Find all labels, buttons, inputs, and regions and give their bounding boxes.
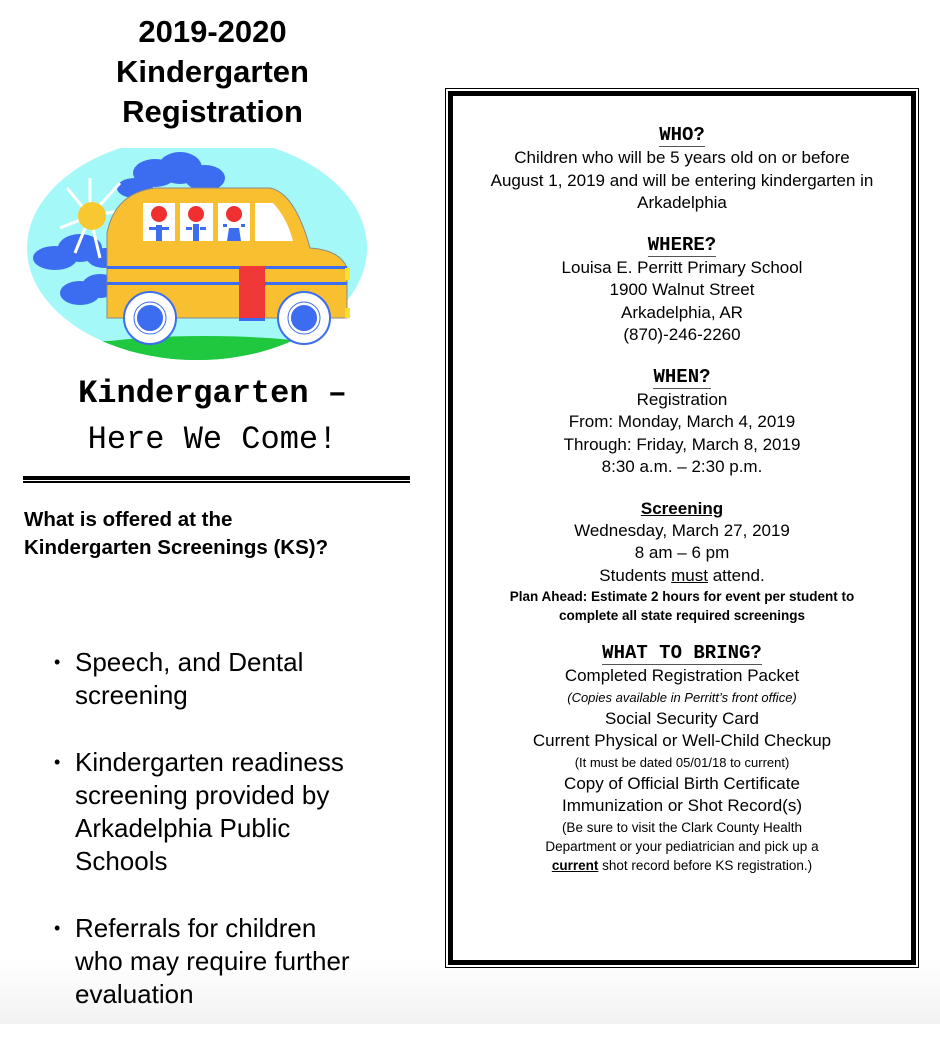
plan-ahead-line: complete all state required screenings (558, 608, 806, 623)
list-item-line: who may require further (75, 946, 350, 976)
who-line: August 1, 2019 and will be entering kindergarten in (490, 170, 874, 190)
attend-text: attend. (707, 565, 765, 585)
who-line: Children who will be 5 years old on or before (514, 148, 850, 167)
bring-note: (Copies available in Perritt’s front office) (567, 689, 797, 705)
when-line: Registration (636, 389, 728, 409)
current-emphasis: current (551, 857, 599, 873)
bring-note (453, 856, 911, 875)
question-line: What is offered at the (24, 508, 233, 531)
when-line: Through: Friday, March 8, 2019 (563, 434, 801, 454)
when-heading: WHEN? (653, 365, 711, 388)
list-item-line: Arkadelphia Public (75, 813, 291, 843)
where-section (453, 234, 911, 347)
attend-emphasis: must (671, 565, 708, 585)
where-heading: WHERE? (647, 233, 717, 256)
double-divider (23, 476, 410, 484)
bring-note-text: shot record before KS registration.) (598, 857, 813, 873)
who-line: Arkadelphia (637, 193, 727, 212)
list-item (50, 746, 430, 878)
screening-date: Wednesday, March 27, 2019 (574, 520, 790, 540)
bring-note: Department or your pediatrician and pick up a (545, 838, 819, 854)
bring-item: Social Security Card (604, 708, 759, 728)
list-item-line: evaluation (75, 979, 194, 1009)
bring-item: Immunization or Shot Record(s) (562, 796, 802, 815)
screening-time: 8 am – 6 pm (634, 543, 730, 562)
question-line: Kindergarten Screenings (KS)? (24, 536, 329, 559)
title-line: Registration (122, 94, 303, 129)
screening-heading: Screening (640, 498, 724, 518)
bullet-icon: • (54, 652, 61, 672)
screening-section (453, 498, 911, 626)
bring-section (453, 642, 911, 875)
who-section (453, 124, 911, 215)
when-line: 8:30 a.m. – 2:30 p.m. (601, 457, 763, 476)
bring-item: Copy of Official Birth Certificate (564, 773, 800, 793)
list-item-line: Schools (75, 846, 168, 876)
who-heading: WHO? (659, 124, 705, 146)
list-item-line: Speech, and Dental (75, 647, 304, 677)
street-address: 1900 Walnut Street (609, 280, 755, 299)
attend-text: Students (599, 565, 672, 585)
list-item-line: screening provided by (75, 780, 330, 810)
bring-note: (Be sure to visit the Clark County Health (561, 819, 803, 835)
offered-list (50, 646, 430, 1045)
info-box (445, 88, 919, 968)
page-title (0, 12, 425, 132)
screening-question (24, 506, 424, 562)
info-box-inner (448, 91, 916, 965)
when-section (453, 366, 911, 479)
list-item (50, 646, 430, 712)
title-line: Kindergarten (116, 54, 309, 89)
phone-number: (870)-246-2260 (623, 325, 741, 344)
bullet-icon: • (54, 918, 61, 938)
when-line: From: Monday, March 4, 2019 (568, 412, 796, 431)
list-item-line: screening (75, 680, 188, 710)
plan-ahead-line: Plan Ahead: Estimate 2 hours for event per student to (509, 589, 855, 604)
city-state: Arkadelphia, AR (621, 302, 743, 322)
list-item (50, 912, 430, 1011)
school-name: Louisa E. Perritt Primary School (561, 257, 803, 277)
title-line: 2019-2020 (138, 14, 287, 49)
list-item-line: Referrals for children (75, 913, 317, 943)
tagline-here-we-come: Here We Come! (87, 421, 338, 458)
bring-heading: WHAT TO BRING? (602, 642, 762, 664)
school-bus-illustration (25, 148, 375, 363)
tagline-kindergarten: Kindergarten – (78, 375, 347, 412)
bring-note: (It must be dated 05/01/18 to current) (574, 754, 790, 770)
bring-item: Completed Registration Packet (564, 666, 800, 685)
bring-item: Current Physical or Well-Child Checkup (532, 731, 832, 750)
attendance-note (453, 565, 911, 588)
bullet-icon: • (54, 752, 61, 772)
list-item-line: Kindergarten readiness (75, 747, 344, 777)
